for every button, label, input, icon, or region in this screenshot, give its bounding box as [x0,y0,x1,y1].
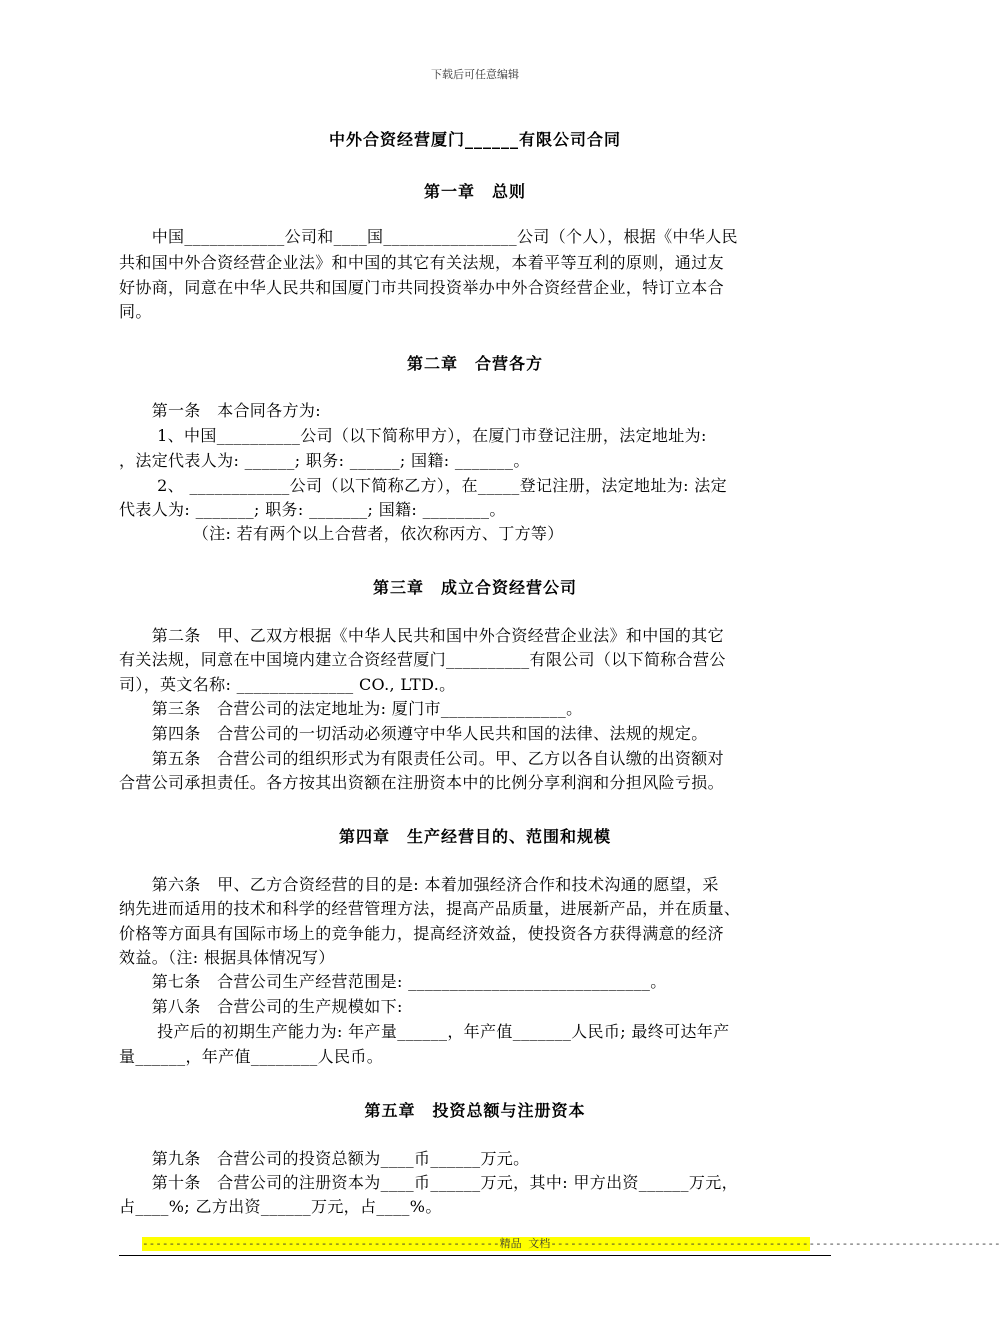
text-line: 投产后的初期生产能力为: 年产量______，年产值_______人民币; 最终可达年产 [119,1022,730,1041]
text-line: 1、中国__________公司（以下简称甲方），在厦门市登记注册，法定地址为: [119,426,707,445]
text-line: 好协商，同意在中华人民共和国厦门市共同投资举办中外合资经营企业，特订立本合 [119,278,724,297]
document-title: 中外合资经营厦门______有限公司合同 [328,130,621,149]
chapter-heading: 第二章 合营各方 [406,354,543,373]
text-line: ，法定代表人为: ______; 职务: ______; 国籍: _______。 [119,451,530,470]
text-line: 第二条 甲、乙双方根据《中华人民共和国中外合资经营企业法》和中国的其它 [119,626,724,645]
text-line: 第七条 合营公司生产经营范围是: _____________________________。 [119,972,667,991]
text-line: 价格等方面具有国际市场上的竞争能力，提高经济效益，使投资各方获得满意的经济 [119,924,724,943]
chapter-heading: 第五章 投资总额与注册资本 [364,1101,586,1120]
text-line: 第八条 合营公司的生产规模如下: [119,997,403,1016]
chapter-heading: 第四章 生产经营目的、范围和规模 [338,827,611,846]
text-line: 同。 [119,302,152,321]
text-line: 司），英文名称: ______________ CO., LTD.。 [119,675,456,694]
page-header: 下载后可任意编辑 [431,68,519,81]
footer-rule [119,1255,831,1256]
text-line: 第一条 本合同各方为: [119,401,321,420]
text-line: 合营公司承担责任。各方按其出资额在注册资本中的比例分享利润和分担风险亏损。 [119,773,724,792]
text-line: 第九条 合营公司的投资总额为____币______万元。 [119,1149,530,1168]
text-line: 第六条 甲、乙方合资经营的目的是: 本着加强经济合作和技术沟通的愿望，采 [119,875,719,894]
text-line: 量______，年产值________人民币。 [119,1047,384,1066]
text-line: 共和国中外合资经营企业法》和中国的其它有关法规，本着平等互利的原则，通过友 [119,253,724,272]
chapter-heading: 第一章 总则 [423,182,526,201]
text-line: 有关法规，同意在中国境内建立合资经营厦门__________有限公司（以下简称合营公 [119,650,726,669]
text-line: 占____%; 乙方出资______万元，占____%。 [119,1197,442,1216]
text-line: 第十条 合营公司的注册资本为____币______万元，其中: 甲方出资______万元， [119,1173,738,1192]
text-line: 第四条 合营公司的一切活动必须遵守中华人民共和国的法律、法规的规定。 [119,724,708,743]
text-line: （注: 若有两个以上合营者，依次称丙方、丁方等） [119,524,564,543]
text-line: 2、 ____________公司（以下简称乙方），在_____登记注册，法定地址为: 法定 [119,476,727,495]
text-line: 第三条 合营公司的法定地址为: 厦门市_______________。 [119,699,583,718]
text-line: 效益。（注: 根据具体情况写） [119,948,335,967]
chapter-heading: 第三章 成立合资经营公司 [372,578,577,597]
text-line: 纳先进而适用的技术和科学的经营管理方法，提高产品质量，进展新产品，并在质量、 [119,899,741,918]
footer-watermark: ------------------------------------------------------精品 文档-------------------------------------------------------------------- [142,1237,1001,1250]
text-line: 中国____________公司和____国________________公司（个人），根据《中华人民 [119,227,738,246]
text-line: 代表人为: _______; 职务: _______; 国籍: ________。 [119,500,506,519]
text-line: 第五条 合营公司的组织形式为有限责任公司。甲、乙方以各自认缴的出资额对 [119,749,724,768]
